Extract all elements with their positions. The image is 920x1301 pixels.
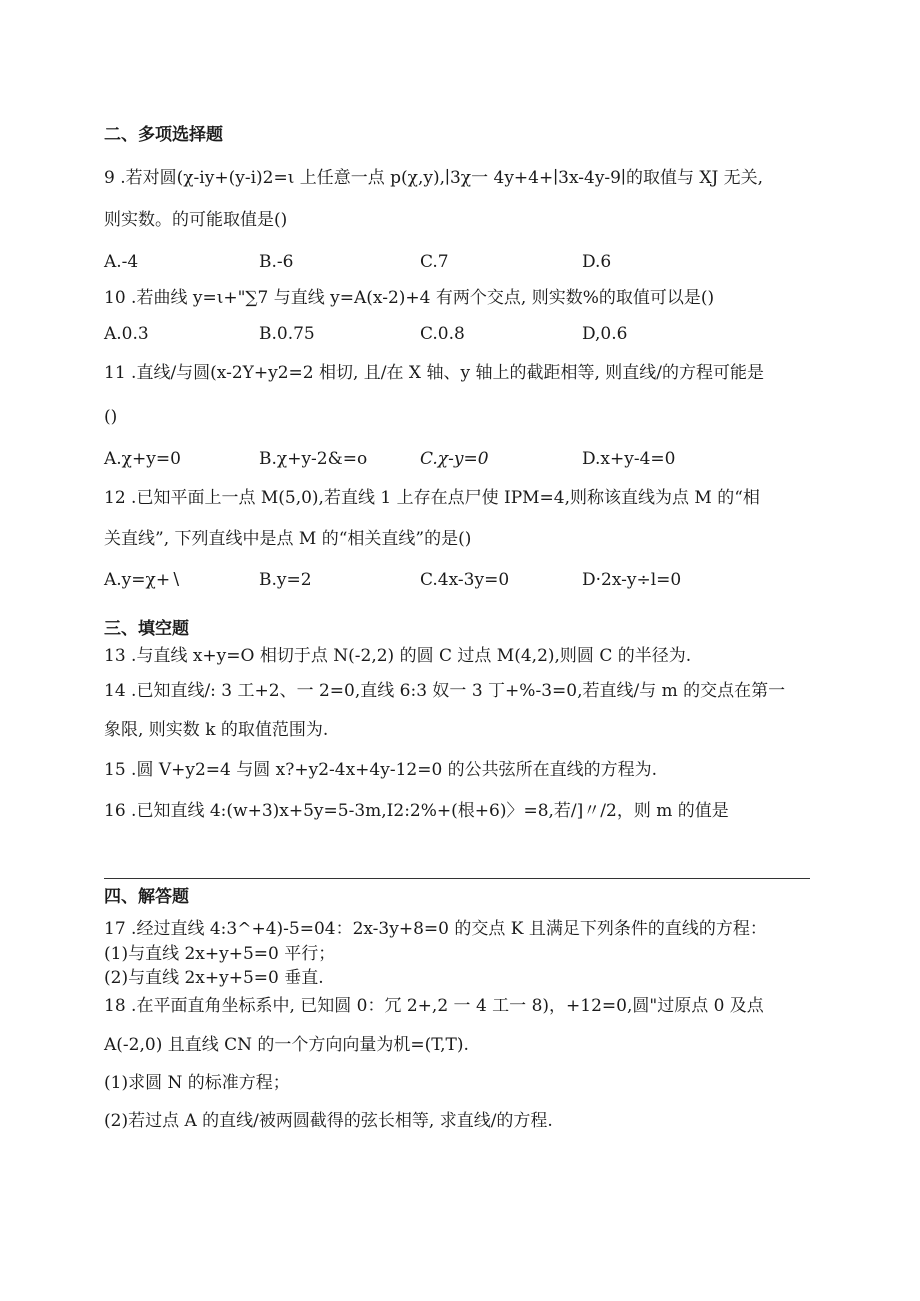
question-10-text: 10 .若曲线 y=ι+"∑7 与直线 y=A(x-2)+4 有两个交点, 则实数%的取值可以是()	[104, 288, 715, 308]
question-14-text: 14 .已知直线/: 3 工+2、一 2=0,直线 6:3 奴一 3 丁+%-3=0,若直线/与 m 的交点在第一	[104, 681, 786, 701]
question-11-options	[104, 448, 824, 470]
question-14-text-cont: 象限, 则实数 k 的取值范围为.	[104, 720, 329, 740]
question-12-text: 12 .已知平面上一点 M(5,0),若直线 1 上存在点尸使 IPM=4,则称该直线为点 M 的“相	[104, 488, 760, 508]
option-c: C.χ-y=0	[420, 449, 489, 469]
option-d: D.x+y-4=0	[582, 449, 676, 469]
question-12-text-cont: 关直线”, 下列直线中是点 M 的“相关直线”的是()	[104, 529, 472, 549]
option-b: B.-6	[259, 252, 294, 272]
option-a: A.χ+y=0	[104, 449, 181, 469]
question-18-text-cont: A(-2,0) 且直线 CN 的一个方向向量为机=(T,T).	[104, 1035, 469, 1055]
question-18-part-2: (2)若过点 A 的直线/被两圆截得的弦长相等, 求直线/的方程.	[104, 1111, 553, 1131]
section-heading-answer: 四、解答题	[104, 887, 189, 907]
question-15-text: 15 .圆 V+y2=4 与圆 x?+y2-4x+4y-12=0 的公共弦所在直线的方程为.	[104, 760, 658, 780]
option-a: A.y=χ+∖	[104, 570, 181, 590]
question-17-part-1: (1)与直线 2x+y+5=0 平行；	[104, 944, 336, 964]
option-d: D,0.6	[582, 324, 628, 344]
question-11-text: 11 .直线/与圆(x-2Y+y2=2 相切, 且/在 X 轴、y 轴上的截距相等, 则直线/的方程可能是	[104, 363, 764, 383]
option-c: C.4x-3y=0	[420, 570, 510, 590]
option-d: D·2x-y÷l=0	[582, 570, 682, 590]
question-9-text-cont: 则实数。的可能取值是()	[104, 210, 288, 230]
section-heading-fill-blank: 三、填空题	[104, 619, 189, 639]
question-16-text: 16 .已知直线 4:(w+3)x+5y=5-3m,I2:2%+(根+6)〉=8,若/]〃/2，则 m 的值是	[104, 801, 729, 821]
question-12-options	[104, 569, 824, 591]
option-a: A.0.3	[104, 324, 149, 344]
option-c: C.0.8	[420, 324, 465, 344]
option-c: C.7	[420, 252, 449, 272]
option-b: B.y=2	[259, 570, 312, 590]
section-heading-multi-choice: 二、多项选择题	[104, 125, 223, 145]
question-13-text: 13 .与直线 x+y=O 相切于点 N(-2,2) 的圆 C 过点 M(4,2),则圆 C 的半径为.	[104, 646, 692, 666]
option-a: A.-4	[104, 252, 139, 272]
question-11-text-cont: ()	[104, 407, 118, 427]
option-b: B.0.75	[259, 324, 315, 344]
question-18-text: 18 .在平面直角坐标系中, 已知圆 0：冗 2+,2 一 4 工一 8)，+12=0,圆"过原点 0 及点	[104, 996, 764, 1016]
option-d: D.6	[582, 252, 612, 272]
option-b: B.χ+y-2&=o	[259, 449, 368, 469]
question-17-text: 17 .经过直线 4:3^+4)-5=04：2x-3y+8=0 的交点 K 且满足下列条件的直线的方程：	[104, 919, 767, 939]
question-9-text: 9 .若对圆(χ-iy+(y-i)2=ι 上任意一点 p(χ,y),∣3χ一 4y+4+∣3x-4y-9∣的取值与 XJ 无关,	[104, 168, 764, 188]
answer-line-divider	[104, 878, 810, 879]
question-10-options	[104, 323, 824, 345]
question-9-options	[104, 251, 824, 273]
question-18-part-1: (1)求圆 N 的标准方程；	[104, 1073, 290, 1093]
question-17-part-2: (2)与直线 2x+y+5=0 垂直.	[104, 968, 324, 988]
